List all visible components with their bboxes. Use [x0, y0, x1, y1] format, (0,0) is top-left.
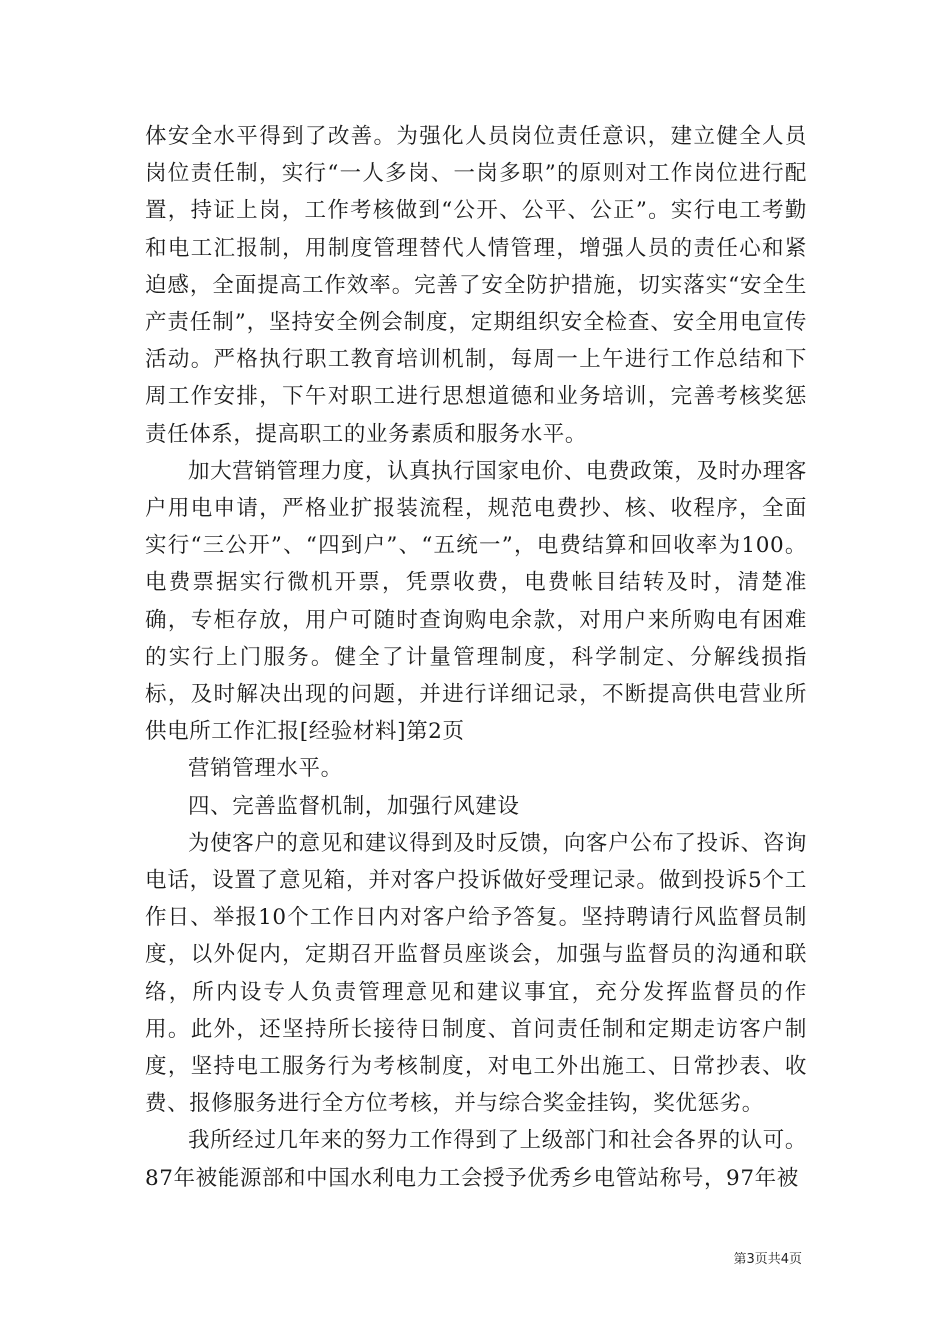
page-number-footer: 第3页共4页	[733, 1252, 802, 1267]
section-heading-supervision: 四、完善监督机制，加强行风建设	[188, 793, 520, 819]
paragraph-marketing-continued: 营销管理水平。	[188, 756, 343, 782]
paragraph-supervision: 为使客户的意见和建议得到及时反馈，向客户公布了投诉、咨询电话，设置了意见箱，并对客户投诉做好受理记录。做到投诉5个工作日、举报10个工作日内对客户给予答复。坚持聘请行风监督员制度，以外促内，定期召开监督员座谈会，加强与监督员的沟通和联络，所内设专人负责管理意见和建议事宜，充分发挥监督员的作用。此外，还坚持所长接待日制度、首问责任制和定期走访客户制度，坚持电工服务行为考核制度，对电工外出施工、日常抄表、收费、报修服务进行全方位考核，并与综合奖金挂钩，奖优惩劣。	[145, 830, 807, 1117]
paragraph-safety-management: 体安全水平得到了改善。为强化人员岗位责任意识，建立健全人员岗位责任制，实行“一人多岗、一岗多职”的原则对工作岗位进行配置，持证上岗，工作考核做到“公开、公平、公正”。实行电工考勤和电工汇报制，用制度管理替代人情管理，增强人员的责任心和紧迫感，全面提高工作效率。完善了安全防护措施，切实落实“安全生产责任制”，坚持安全例会制度，定期组织安全检查、安全用电宣传活动。严格执行职工教育培训机制，每周一上午进行工作总结和下周工作安排，下午对职工进行思想道德和业务培训，完善考核奖惩责任体系，提高职工的业务素质和服务水平。	[145, 124, 807, 447]
document-body	[145, 118, 807, 1197]
paragraph-achievements: 我所经过几年来的努力工作得到了上级部门和社会各界的认可。87年被能源部和中国水利电力工会授予优秀乡电管站称号，97年被	[145, 1128, 807, 1191]
paragraph-marketing-management: 加大营销管理力度，认真执行国家电价、电费政策，及时办理客户用电申请，严格业扩报装流程，规范电费抄、核、收程序，全面实行“三公开”、“四到户”、“五统一”，电费结算和回收率为100。电费票据实行微机开票，凭票收费，电费帐目结转及时，清楚准确，专柜存放，用户可随时查询购电余款，对用户来所购电有困难的实行上门服务。健全了计量管理制度，科学制定、分解线损指标，及时解决出现的问题，并进行详细记录，不断提高供电营业所供电所工作汇报[经验材料]第2页	[145, 458, 807, 745]
